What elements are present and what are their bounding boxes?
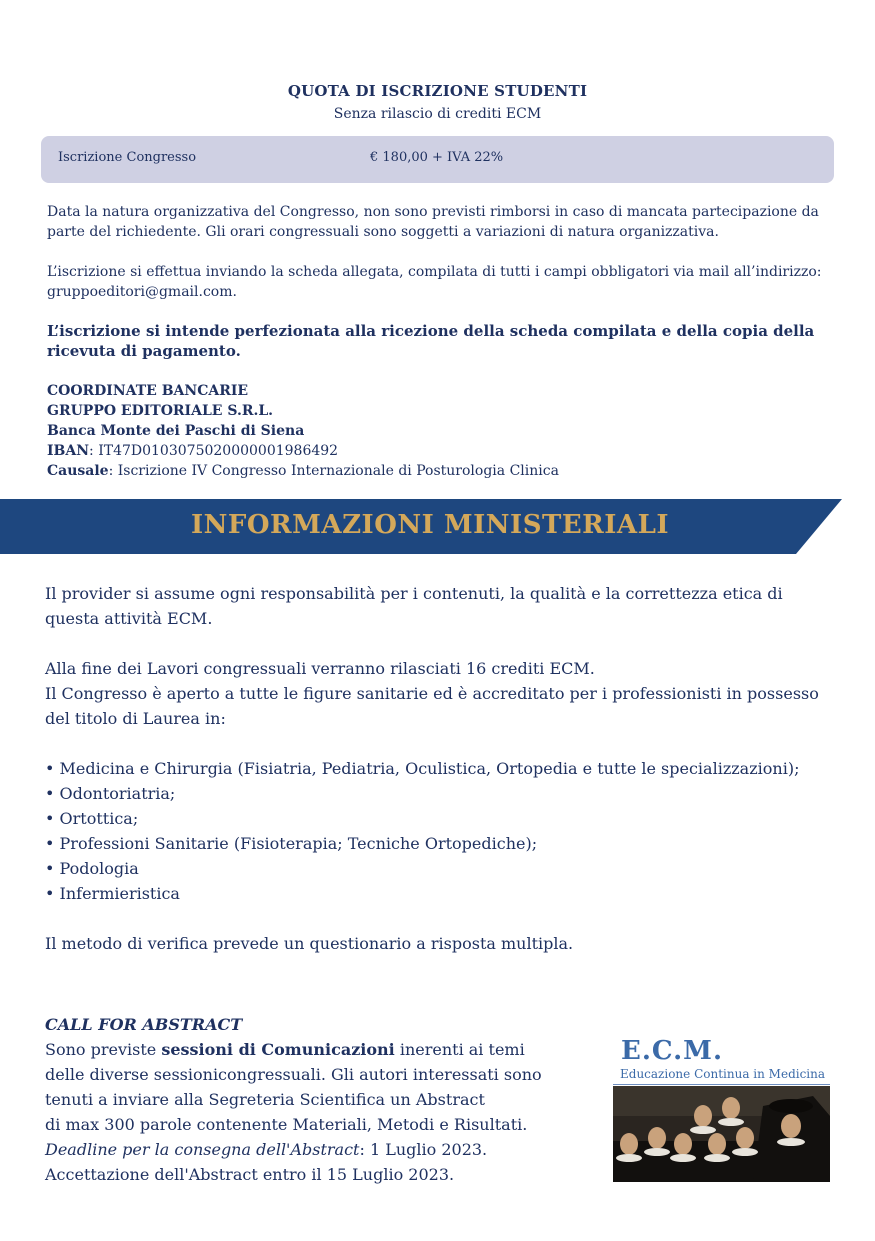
iban-line [47,441,837,461]
bank-heading: COORDINATE BANCARIE [47,383,249,399]
iban-value: : IT47D0103075020000001986492 [89,443,339,459]
call-line-2: delle diverse sessionicongressuali. Gli autori interessati sono [45,1065,542,1084]
anatomy-painting-image [613,1086,830,1182]
fee-title: QUOTA DI ISCRIZIONE STUDENTI [287,82,588,100]
list-item: • Infermieristica [45,884,180,903]
fee-table-row [41,136,834,183]
fee-row-price: € 180,00 + IVA 22% [370,150,504,165]
bank-details [47,381,837,481]
list-item: • Ortottica; [45,809,139,828]
ecm-subtitle: Educazione Continua in Medicina [620,1067,826,1081]
call-line-1-pre: Sono previste [45,1040,162,1059]
fee-subtitle: Senza rilascio di crediti ECM [333,106,542,122]
banner-title: INFORMAZIONI MINISTERIALI [190,510,670,540]
degree-list [45,756,835,906]
call-title: CALL FOR ABSTRACT [45,1015,243,1034]
open-to-text: Il Congresso è aperto a tutte le figure sanitarie ed è accreditato per i professionisti in possesso del titolo di Laurea in: [45,684,819,728]
list-item: • Podologia [45,859,139,878]
iban-label: IBAN [47,443,90,459]
bank-name: Banca Monte dei Paschi di Siena [47,423,305,439]
deadline-label: Deadline per la consegna dell'Abstract [45,1140,360,1159]
ecm-logo [613,1036,830,1182]
causale-line [47,461,837,481]
ecm-divider [613,1084,830,1085]
call-line-4: di max 300 parole contenente Materiali, Metodi e Risultati. [45,1115,528,1134]
fee-row-label: Iscrizione Congresso [58,150,197,165]
causale-label: Causale [47,463,109,479]
ecm-title: E.C.M. [621,1036,723,1066]
deadline-value: : 1 Luglio 2023. [359,1140,488,1159]
acceptance-line: Accettazione dell'Abstract entro il 15 Luglio 2023. [45,1165,455,1184]
causale-value: : Iscrizione IV Congresso Internazionale di Posturologia Clinica [108,463,559,479]
registration-paragraph: L’iscrizione si effettua inviando la scheda allegata, compilata di tutti i campi obbligatori via mail all’indirizzo: gruppoeditori@gmail.com. [47,264,822,300]
credits-text: Alla fine dei Lavori congressuali verranno rilasciati 16 crediti ECM. [45,659,595,678]
verification-text: Il metodo di verifica prevede un questionario a risposta multipla. [45,934,574,953]
responsibility-paragraph: Il provider si assume ogni responsabilità per i contenuti, la qualità e la correttezza etica di questa attività ECM. [45,584,783,628]
list-item: • Professioni Sanitarie (Fisioterapia; Tecniche Ortopediche); [45,834,538,853]
call-line-1-post: inerenti ai temi [394,1040,525,1059]
bank-company: GRUPPO EDITORIALE S.R.L. [47,403,274,419]
call-line-3: tenuti a inviare alla Segreteria Scientifica un Abstract [45,1090,485,1109]
call-line-1-bold: sessioni di Comunicazioni [161,1040,395,1059]
credits-block [45,656,835,731]
list-item: • Medicina e Chirurgia (Fisiatria, Pediatria, Oculistica, Ortopedia e tutte le specializzazioni); [45,759,800,778]
completion-paragraph: L’iscrizione si intende perfezionata alla ricezione della scheda compilata e della copia della ricevuta di pagamento. [47,322,815,360]
list-item: • Odontoriatria; [45,784,176,803]
refund-paragraph: Data la natura organizzativa del Congresso, non sono previsti rimborsi in caso di mancata partecipazione da parte del richiedente. Gli orari congressuali sono soggetti a variazioni di natura organizzativa. [47,204,819,240]
